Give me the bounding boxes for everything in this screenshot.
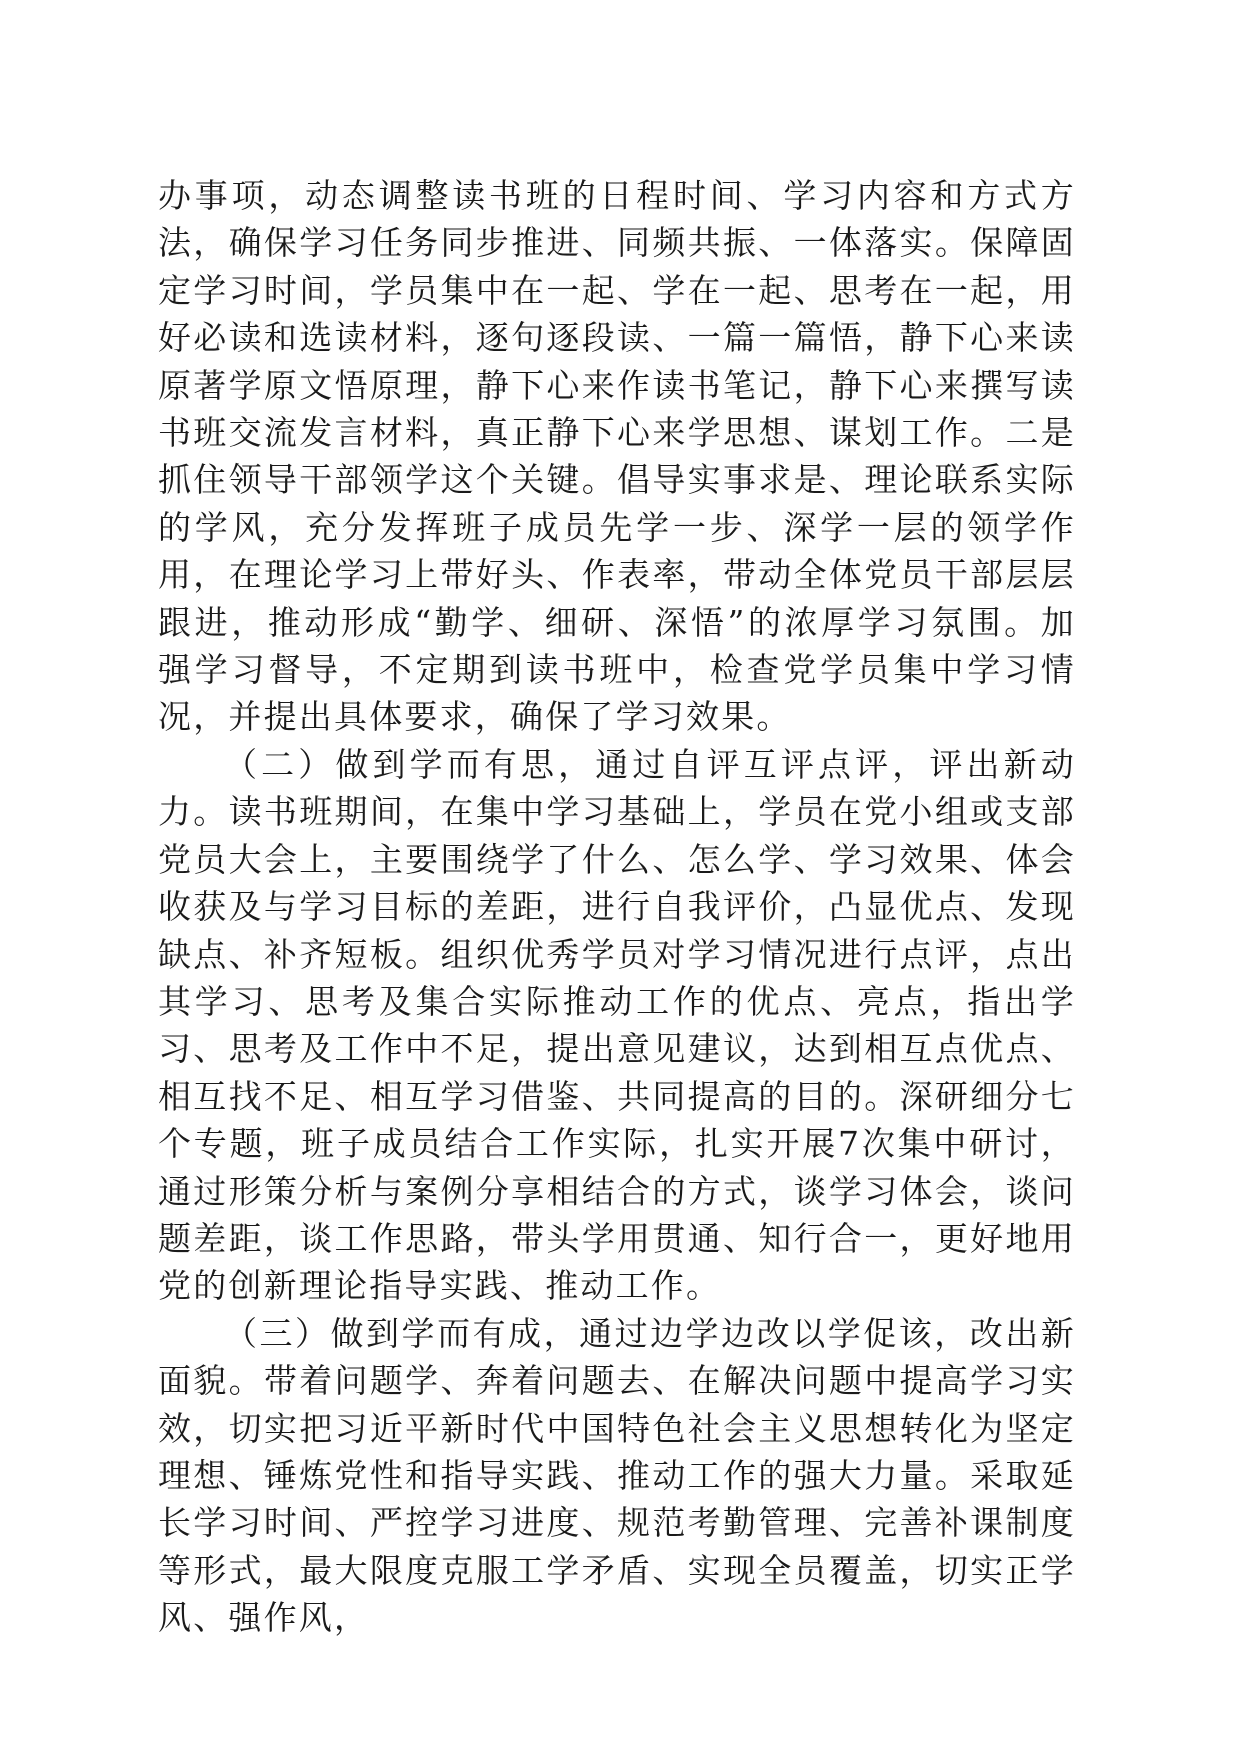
paragraph-body: 读书班期间，在集中学习基础上，学员在党小组或支部党员大会上，主要围绕学了什么、怎么学、学习效果、体会收获及与学习目标的差距，进行自我评价，凸显优点、发现缺点、补齐短板。组织优秀学员对学习情况进行点评，点出其学习、思考及集合实际推动工作的优点、亮点，指出学习、思考及工作中不足，提出意见建议，达到相互点优点、相互找不足、相互学习借鉴、共同提高的目的。深研细分七个专题，班子成员结合工作实际，扎实开展7次集中研讨，通过形策分析与案例分享相结合的方式，谈学习体会，谈问题差距，谈工作思路，带头学用贯通、知行合一，更好地用党的创新理论指导实践、推动工作。 bbox=[158, 792, 1076, 1306]
paragraph-section-two bbox=[158, 741, 1076, 1310]
section-heading: （二）做到学而有思，通过自评互评点评，评出新动力。 bbox=[158, 744, 1076, 832]
section-heading: （三）做到学而有成，通过边学边改以学促该，改出新面貌。 bbox=[158, 1313, 1076, 1401]
paragraph-body: 办事项，动态调整读书班的日程时间、学习内容和方式方法，确保学习任务同步推进、同频共振、一体落实。保障固定学习时间，学员集中在一起、学在一起、思考在一起，用好必读和选读材料，逐句逐段读、一篇一篇悟，静下心来读原著学原文悟原理，静下心来作读书笔记，静下心来撰写读书班交流发言材料，真正静下心来学思想、谋划工作。二是抓住领导干部领学这个关键。倡导实事求是、理论联系实际的学风，充分发挥班子成员先学一步、深学一层的领学作用，在理论学习上带好头、作表率，带动全体党员干部层层跟进，推动形成“勤学、细研、深悟”的浓厚学习氛围。加强学习督导，不定期到读书班中，检查党学员集中学习情况，并提出具体要求，确保了学习效果。 bbox=[158, 176, 1076, 737]
paragraph-section-three bbox=[158, 1310, 1076, 1642]
document-page bbox=[158, 172, 1076, 1642]
paragraph-body: 带着问题学、奔着问题去、在解决问题中提高学习实效，切实把习近平新时代中国特色社会主义思想转化为坚定理想、锤炼党性和指导实践、推动工作的强大力量。采取延长学习时间、严控学习进度、规范考勤管理、完善补课制度等形式，最大限度克服工学矛盾、实现全员覆盖，切实正学风、强作风， bbox=[158, 1361, 1076, 1638]
paragraph-continuation bbox=[158, 172, 1076, 741]
